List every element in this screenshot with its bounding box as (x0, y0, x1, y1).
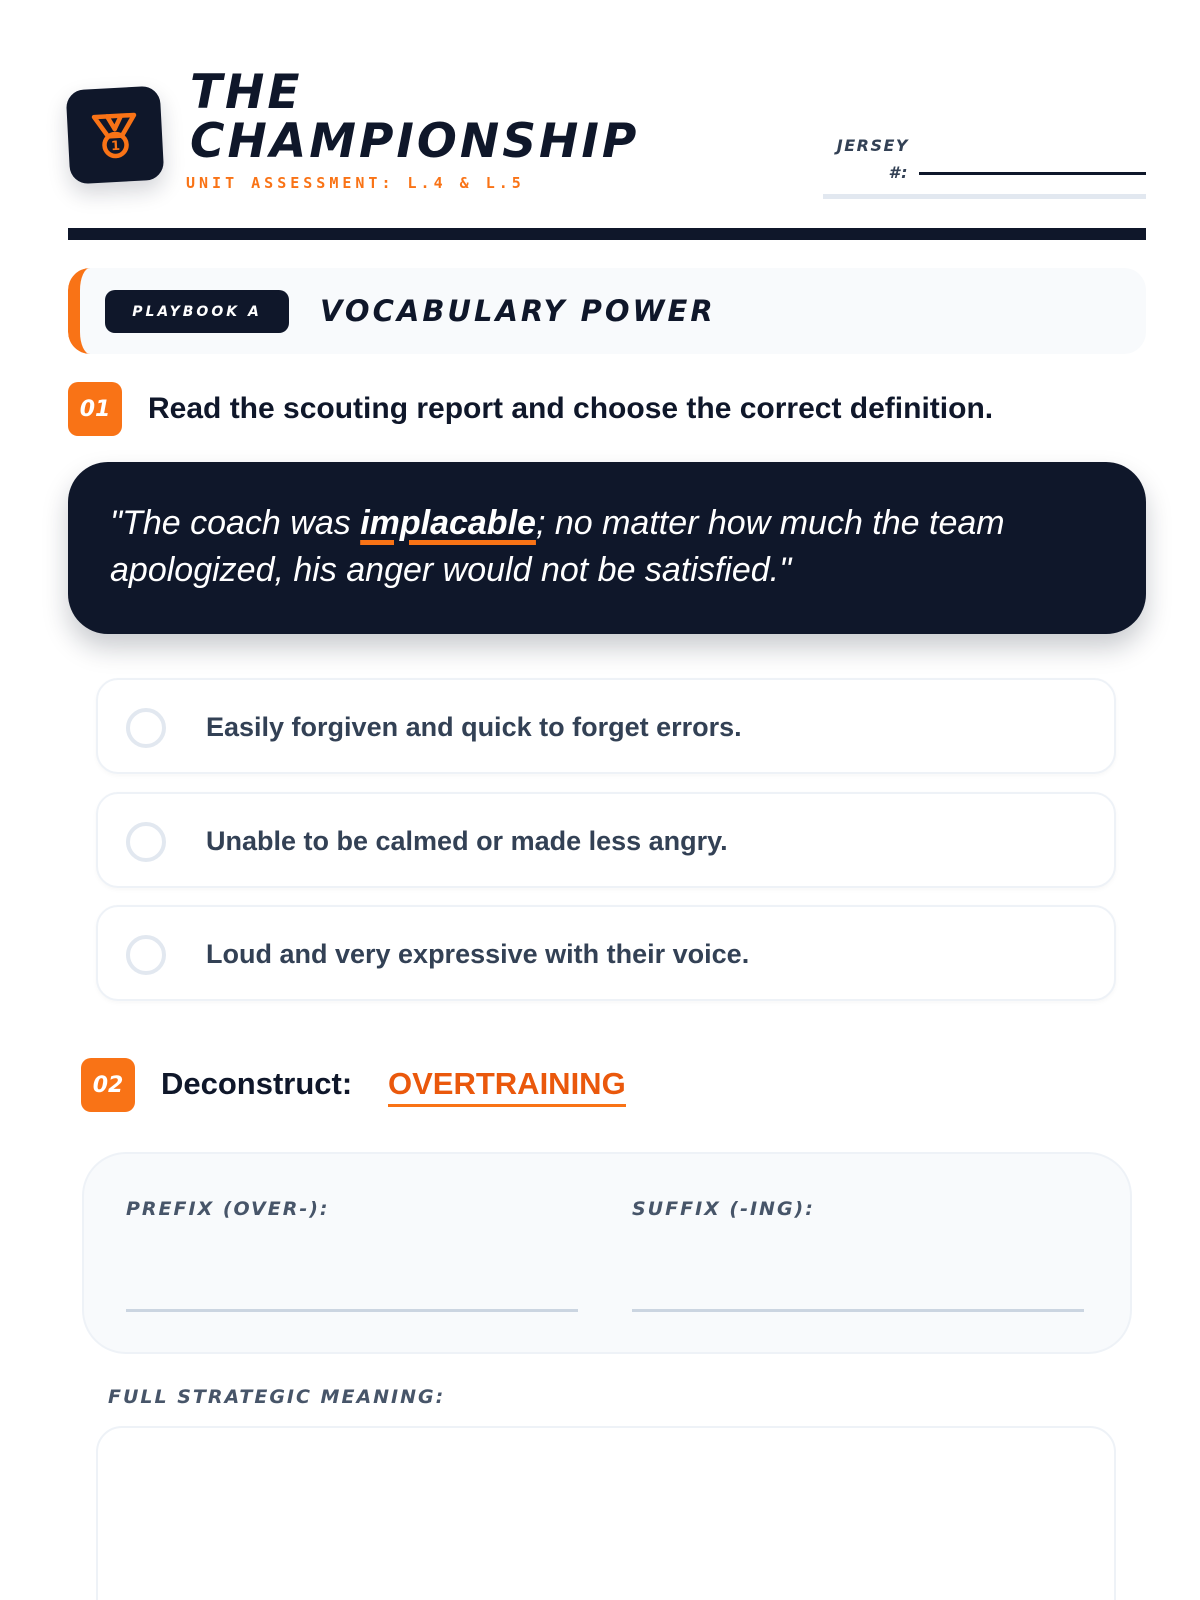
answer-option-3[interactable] (96, 905, 1116, 1001)
quote-text-after: ; no matter how much the team apologized, his anger would not be satisfied." (110, 504, 1005, 589)
question-2-number: 02 (81, 1058, 135, 1112)
section-title: VOCABULARY POWER (320, 294, 716, 328)
quote-keyword: implacable (360, 504, 536, 542)
svg-text:1: 1 (110, 138, 121, 155)
page-title-line-1: THE (190, 65, 303, 120)
radio-button[interactable] (126, 822, 166, 862)
jersey-underline (823, 194, 1146, 199)
answer-option-label: Easily forgiven and quick to forget errors. (206, 712, 742, 742)
logo (66, 86, 165, 185)
header-divider (68, 228, 1146, 240)
jersey-label (823, 132, 909, 186)
jersey-field[interactable] (823, 132, 1146, 200)
worksheet-header (68, 60, 1146, 240)
jersey-label-line-2: #: (888, 163, 909, 182)
answer-option-label: Loud and very expressive with their voice. (206, 939, 750, 969)
jersey-input-line[interactable] (919, 172, 1146, 175)
quote-text-before: "The coach was (110, 504, 361, 542)
word-parts-card (82, 1152, 1132, 1354)
meaning-answer-box[interactable] (96, 1426, 1116, 1600)
suffix-answer-line[interactable] (632, 1309, 1084, 1312)
banner-accent-bar (68, 268, 92, 354)
page-title-line-2: CHAMPIONSHIP (190, 114, 640, 169)
question-2-label: Deconstruct: (161, 1066, 353, 1101)
medal-icon (87, 107, 144, 164)
title-block (186, 65, 640, 192)
prefix-label: PREFIX (OVER-): (126, 1198, 330, 1220)
radio-button[interactable] (126, 935, 166, 975)
section-badge: PLAYBOOK A (105, 290, 289, 333)
jersey-label-line-1: JERSEY (836, 136, 909, 155)
radio-button[interactable] (126, 708, 166, 748)
question-2-word: OVERTRAINING (388, 1064, 626, 1107)
meaning-label: FULL STRATEGIC MEANING: (108, 1386, 446, 1408)
scouting-report-card (68, 462, 1146, 634)
answer-option-2[interactable] (96, 792, 1116, 888)
scouting-report-quote (110, 500, 1104, 594)
section-banner (68, 268, 1146, 354)
question-1-number: 01 (68, 382, 122, 436)
answer-option-1[interactable] (96, 678, 1116, 774)
answer-option-label: Unable to be calmed or made less angry. (206, 826, 728, 856)
prefix-answer-line[interactable] (126, 1309, 578, 1312)
question-1-prompt: Read the scouting report and choose the correct definition. (148, 392, 994, 425)
page-subtitle: UNIT ASSESSMENT: L.4 & L.5 (186, 174, 525, 192)
suffix-label: SUFFIX (-ING): (632, 1198, 815, 1220)
